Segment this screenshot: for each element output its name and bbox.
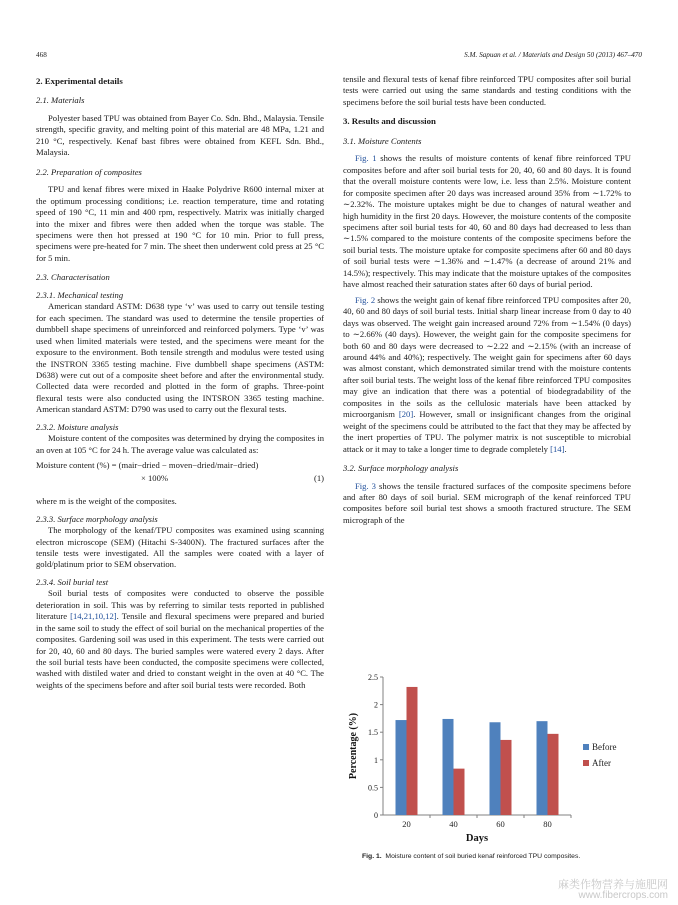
x-tick-label: 80 xyxy=(543,819,552,829)
x-tick-label: 60 xyxy=(496,819,505,829)
bar-before-80 xyxy=(537,721,548,815)
y-axis-title: Percentage (%) xyxy=(348,712,359,780)
figure-caption-label: Fig. 1. xyxy=(362,853,382,860)
section-2-1-title: 2.1. Materials xyxy=(36,95,85,106)
watermark-chinese: 麻类作物营养与施肥网 xyxy=(558,879,668,891)
bar-before-40 xyxy=(443,719,454,815)
legend-swatch-before xyxy=(583,744,589,750)
soil-burial-paragraph xyxy=(36,588,324,691)
watermark-url: www.fibercrops.com xyxy=(578,890,668,901)
y-tick-label: 2 xyxy=(374,700,378,710)
x-tick-label: 40 xyxy=(449,819,458,829)
preparation-paragraph: TPU and kenaf fibres were mixed in Haake Polydrive R600 internal mixer at the optimum processing conditions; i.e. reaction temperature, time and rotating speed of 190 °C, 11 min and 400 rpm, respectively. Matrix was initially charged into the mixer and fibres were then added when the torque was stable. The specimens were then hot pressed at 190 °C for 10 min. Prior to full press, specimens were pre-heated for 7 min. The sheet then underwent cold press at 25 °C for 5 min. xyxy=(36,184,324,263)
y-tick-label: 1.5 xyxy=(368,728,378,738)
journal-citation: S.M. Sapuan et al. / Materials and Design 50 (2013) 467–470 xyxy=(464,51,642,59)
figure-1-link[interactable]: Fig. 1 xyxy=(355,153,377,164)
section-2-title: 2. Experimental details xyxy=(36,76,123,86)
equation-line-1: Moisture content (%) = (mair−dried − moven−dried/mair−dried) xyxy=(36,460,259,471)
weight-gain-text-b: . However, small or insignificant changes from the original weight of the specimens could be attributed to the fact that they may be affected by the inert properties of TPU. The polymer matrix is not susceptible to microbial attack or it may to take a longer time to degrade completely xyxy=(343,409,631,454)
soil-burial-text-b: . Tensile and flexural specimens were prepared and buried in the same soil to study the effect of soil burial on the mechanical properties of the composites. Gardening soil was used in this experiment. The tests were carried out for 20, 40, 60 and 80 days. The buried samples were watered every 2 days. After the soil burial tests have been conducted, the composite specimens were collected, washed with distiled water and dried to constant weight in the oven at 40 °C. The weights of the specimens before and after soil burial tests were recorded. Both xyxy=(36,611,324,690)
bar-after-20 xyxy=(407,687,418,815)
section-3-2-title: 3.2. Surface morphology analysis xyxy=(343,463,459,474)
moisture-content-bar-chart xyxy=(343,670,631,850)
figure-3-link[interactable]: Fig. 3 xyxy=(355,480,376,491)
weight-gain-paragraph xyxy=(343,295,631,455)
equation-number: (1) xyxy=(313,473,324,484)
continued-paragraph: tensile and flexural tests of kenaf fibre reinforced TPU composites after soil burial tests were carried out using the same standards and testing conditions with the specimens before the soil burial tests have been conducted. xyxy=(343,74,631,107)
mechanical-testing-paragraph: American standard ASTM: D638 type ‘v’ was used to carry out tensile testing for each specimen. The standard was used to determine the tensile properties of dumbbell shape specimens of unreinforced and reinforced polymers. Type ‘v’ was used when limited materials were tested, and the specimens were meant for the exposure to the environment. Both tensile strength and modulus were tested using the INSTRON 3365 testing machine. Five dumbbell shape specimens (ASTM: D638) were cut out of a composite sheet before and after the environmental study. Collected data were recorded and plotted in the form of graphs. Three-point flexural tests were also conducted using the INTSRON 3365 testing machine. American standard ASTM: D790 was used to carry out the flexural tests. xyxy=(36,301,324,415)
figure-2-link[interactable]: Fig. 2 xyxy=(355,294,376,305)
surface-morphology-text: shows the tensile fractured surfaces of the composite specimens before and after 80 days of soil burial. SEM micrograph of the kenaf reinforced TPU composites before soil burial test shows a smooth fractured structure. The SEM micrograph of the xyxy=(343,480,631,525)
moisture-results-text: shows the results of moisture contents of kenaf fibre reinforced TPU composites before and after soil burial tests for 20, 40, 60 and 80 days. It is found that the overall moisture contents were low, i.e. less than 2.5%. Moisture content for composite specimen after 20 days was increased around 35% from ∼1.72% to ∼2.32%. The moisture uptakes might be due to changes of natural weather and high humidity in the first 20 days. However, the moisture contents of the composite specimens after soil burial tests for 40, 60 and 80 days had decreased to less than ∼1.5% compared to the moisture contents of the composite specimens before the soil burial tests. The moisture uptake for composite specimens after 60 and 80 days of soil burial tests were ∼1.36% and ∼1.47% (a decrease of around 21% and 14.5%); respectively. This may indicate that the moisture uptakes of the composites have almost reached their saturation states after 60 days of burial period. xyxy=(343,153,632,290)
y-tick-label: 0 xyxy=(374,811,378,820)
section-2-3-4-title: 2.3.4. Soil burial test xyxy=(36,576,109,587)
moisture-analysis-paragraph: Moisture content of the composites was determined by drying the composites in an oven at 105 °C for 24 h. The average value was calculated as: xyxy=(36,433,324,455)
bar-before-60 xyxy=(490,722,501,815)
bar-after-60 xyxy=(501,740,512,815)
section-3-title: 3. Results and discussion xyxy=(343,116,436,127)
page-number: 468 xyxy=(36,51,47,59)
section-2-3-title: 2.3. Characterisation xyxy=(36,272,110,283)
moisture-results-paragraph xyxy=(343,153,631,290)
legend-label-before: Before xyxy=(592,742,617,752)
y-tick-label: 0.5 xyxy=(368,783,378,793)
x-axis-title: Days xyxy=(465,833,489,844)
figure-caption-text: Moisture content of soil buried kenaf reinforced TPU composites. xyxy=(385,853,581,860)
weight-gain-text-a: shows the weight gain of kenaf fibre reinforced TPU composites after 20, 40, 60 and 80 days of soil burial tests. Initial sharp linear increase from 0 day to 40 days was observed. The weight gain increased around 72% from ∼1.54% (0 days) to ∼2.66% (40 days). However, the weight gain for the composite specimens for both 60 and 80 days were decreased to ∼2.22 and ∼2.15% (with an increase of around 44% and 40%); respectively. The weight gain for specimens after 60 days was almost constant, which demonstrated similar trend with the moisture contents after soil burial tests. The weight loss of the kenaf fibre reinforced TPU composites may give an indication that there was a potential of biodegradability of the composites in the soils as the cellulosic materials have been attacked by microorganism xyxy=(343,294,631,420)
citation-link[interactable]: [14,21,10,12] xyxy=(70,611,117,622)
legend-label-after: After xyxy=(592,758,611,768)
section-2-3-2-title: 2.3.2. Moisture analysis xyxy=(36,421,119,432)
section-2-3-3-title: 2.3.3. Surface morphology analysis xyxy=(36,513,158,524)
y-tick-label: 2.5 xyxy=(368,673,378,682)
y-tick-label: 1 xyxy=(374,755,378,765)
left-column xyxy=(36,74,324,695)
right-column xyxy=(343,74,631,530)
section-2-2-title: 2.2. Preparation of composites xyxy=(36,166,142,177)
bar-after-40 xyxy=(454,769,465,815)
legend-swatch-after xyxy=(583,760,589,766)
surface-morphology-method-paragraph: The morphology of the kenaf/TPU composites was examined using scanning electron microscope (SEM) (Hitachi S-3400N). The fractured surfaces after the tensile tests were investigated. All the samples were coated with a layer of gold/platinum prior to SEM observation. xyxy=(36,525,324,570)
bar-after-80 xyxy=(548,734,559,815)
figure-caption xyxy=(362,853,580,860)
materials-paragraph: Polyester based TPU was obtained from Bayer Co. Sdn. Bhd., Malaysia. Tensile strength, specific gravity, and melting point of this material are 48 MPa, 1.21 and 210 °C, respectively. Kenaf bast fibres were obtained from KEFL Sdn. Bhd., Malaysia. xyxy=(36,112,324,158)
surface-morphology-paragraph xyxy=(343,481,631,527)
equation-1 xyxy=(36,460,324,490)
section-3-1-title: 3.1. Moisture Contents xyxy=(343,135,422,146)
x-tick-label: 20 xyxy=(402,819,411,829)
equation-line-2: × 100% xyxy=(141,473,169,484)
bar-before-20 xyxy=(396,720,407,815)
weight-gain-text-c: . xyxy=(564,443,567,454)
section-2-3-1-title: 2.3.1. Mechanical testing xyxy=(36,289,124,300)
citation-link[interactable]: [14] xyxy=(550,443,565,454)
equation-note: where m is the weight of the composites. xyxy=(36,496,177,507)
citation-link[interactable]: [20] xyxy=(398,409,414,420)
soil-burial-text-a: Soil burial tests of composites were conducted to observe the possible deterioration in soil. This was by referring to similar tests reported in published literature xyxy=(36,588,324,622)
